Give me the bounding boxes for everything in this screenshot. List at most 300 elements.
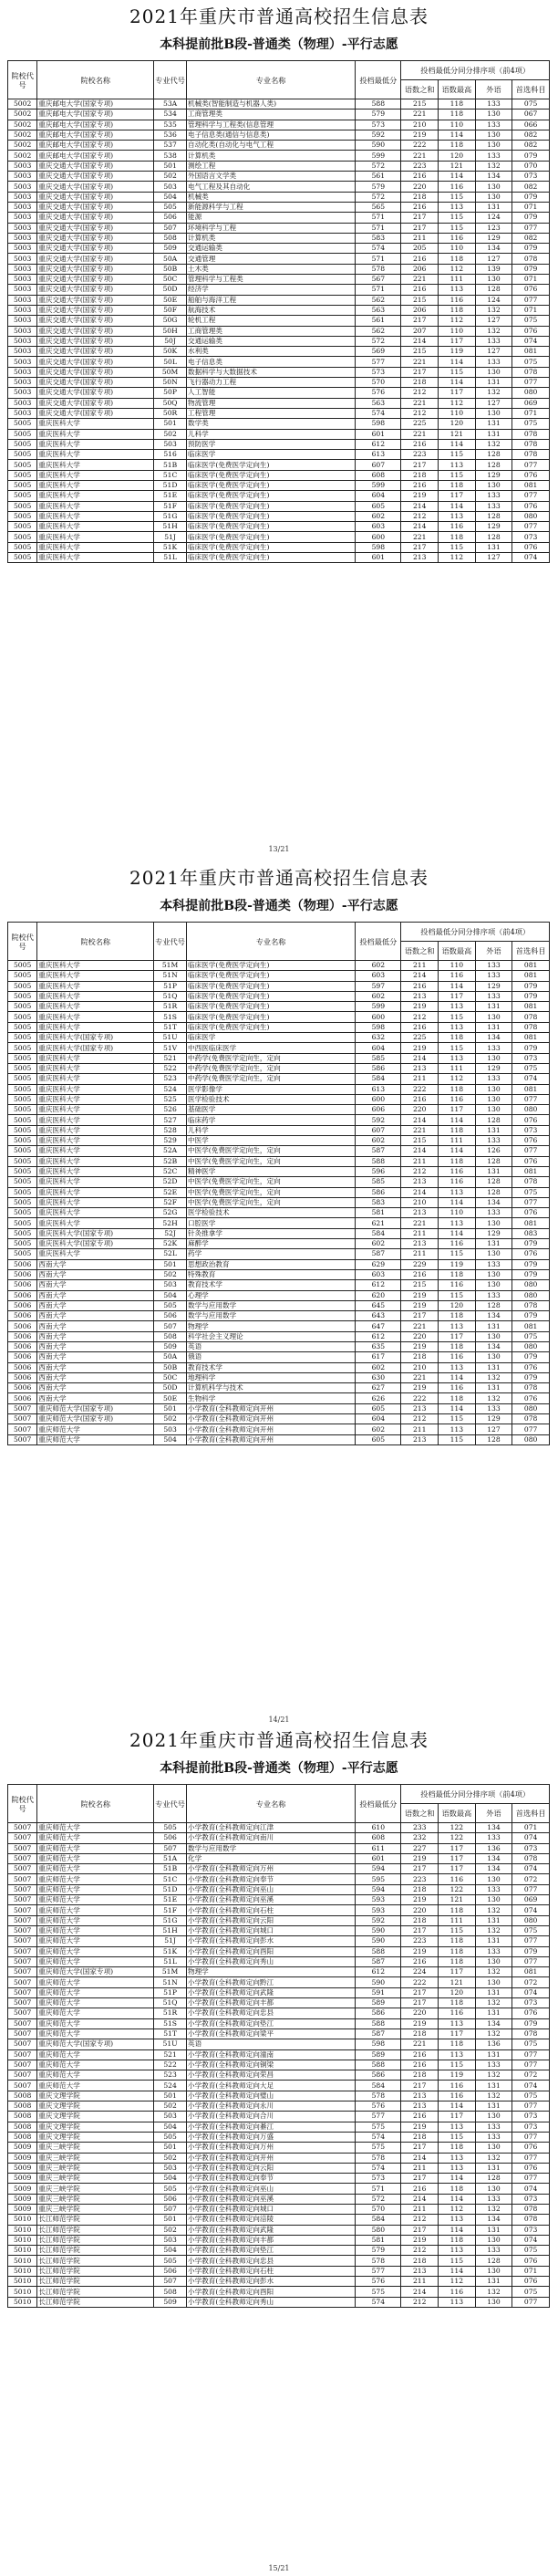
foreign-score: 130	[475, 1269, 512, 1279]
first-choice-score: 081	[512, 1033, 550, 1043]
chinese-math-max: 118	[439, 110, 476, 120]
major-code: 53A	[154, 99, 187, 110]
min-score: 588	[356, 1946, 401, 1956]
school-code: 5005	[8, 1218, 37, 1228]
school-name: 重庆医科大学	[37, 532, 154, 542]
foreign-score: 132	[475, 1372, 512, 1382]
school-name: 长江师范学院	[37, 2297, 154, 2307]
school-name: 西南大学	[37, 1280, 154, 1290]
chinese-math-sum: 215	[401, 99, 439, 110]
chinese-math-sum: 210	[401, 1197, 439, 1207]
page-number: 15/21	[268, 2564, 290, 2572]
major-code: 50F	[154, 305, 187, 315]
chinese-math-max: 119	[439, 2070, 476, 2081]
school-name: 重庆医科大学	[37, 1136, 154, 1146]
school-code: 5005	[8, 961, 37, 971]
chinese-math-sum: 213	[401, 2266, 439, 2276]
foreign-score: 129	[475, 1228, 512, 1238]
min-score: 596	[356, 1166, 401, 1176]
header-min-score: 投档最低分	[356, 61, 401, 99]
major-name: 英语	[186, 2039, 355, 2049]
first-choice-score: 079	[512, 991, 550, 1001]
chinese-math-sum: 220	[401, 2008, 439, 2018]
school-name: 重庆三峡学院	[37, 2153, 154, 2163]
chinese-math-max: 113	[439, 511, 476, 521]
school-code: 5005	[8, 1002, 37, 1012]
major-code: 504	[154, 2174, 187, 2184]
min-score: 571	[356, 254, 401, 264]
major-name: 药学	[186, 1249, 355, 1259]
first-choice-score: 080	[512, 1915, 550, 1925]
first-choice-score: 072	[512, 1874, 550, 1884]
major-code: 505	[154, 2256, 187, 2266]
chinese-math-max: 112	[439, 264, 476, 274]
foreign-score: 130	[475, 1249, 512, 1259]
major-name: 生物科学	[186, 1393, 355, 1403]
foreign-score: 131	[475, 1166, 512, 1176]
major-name: 小学教育(全科教师定向彭水	[186, 1936, 355, 1946]
table-row	[8, 2277, 550, 2287]
min-score: 598	[356, 419, 401, 429]
min-score: 626	[356, 1393, 401, 1403]
chinese-math-sum: 223	[401, 161, 439, 171]
foreign-score: 127	[475, 553, 512, 563]
foreign-score: 131	[475, 2049, 512, 2060]
chinese-math-max: 117	[439, 1843, 476, 1853]
chinese-math-max: 118	[439, 1956, 476, 1966]
school-code: 5003	[8, 347, 37, 357]
first-choice-score: 073	[512, 1998, 550, 2008]
table-row	[8, 2143, 550, 2153]
school-name: 重庆医科大学	[37, 460, 154, 470]
admission-table	[7, 922, 550, 1445]
major-name: 中医学(免费医学定向生，定向	[186, 1197, 355, 1207]
chinese-math-max: 114	[439, 2101, 476, 2112]
major-code: 524	[154, 2081, 187, 2091]
major-code: 507	[154, 223, 187, 233]
table-row	[8, 1424, 550, 1434]
foreign-score: 132	[475, 1967, 512, 1977]
table-row	[8, 1987, 550, 1997]
major-code: 51J	[154, 1936, 187, 1946]
school-name: 重庆师范大学	[37, 1823, 154, 1833]
chinese-math-sum: 216	[401, 2049, 439, 2060]
chinese-math-sum: 214	[401, 2153, 439, 2163]
chinese-math-max: 116	[439, 2081, 476, 2091]
major-name: 临床医学(免费医学定向生)	[186, 491, 355, 501]
chinese-math-sum: 206	[401, 264, 439, 274]
school-name: 重庆医科大学	[37, 480, 154, 490]
major-code: 507	[154, 1843, 187, 1853]
chinese-math-max: 113	[439, 1022, 476, 1032]
school-code: 5007	[8, 1864, 37, 1874]
chinese-math-max: 118	[439, 1905, 476, 1915]
first-choice-score: 075	[512, 1187, 550, 1197]
school-name: 西南大学	[37, 1372, 154, 1382]
table-row	[8, 2256, 550, 2266]
major-code: 502	[154, 2101, 187, 2112]
major-name: 小学教育(全科教师定向万州	[186, 1864, 355, 1874]
min-score: 629	[356, 1259, 401, 1269]
major-code: 502	[154, 1269, 187, 1279]
first-choice-score: 075	[512, 1063, 550, 1073]
major-code: 526	[154, 1105, 187, 1115]
major-code: 501	[154, 161, 187, 171]
chinese-math-sum: 217	[401, 460, 439, 470]
min-score: 602	[356, 511, 401, 521]
chinese-math-sum: 218	[401, 1915, 439, 1925]
school-name: 重庆交通大学(国家专项)	[37, 182, 154, 192]
school-code: 5009	[8, 2194, 37, 2204]
first-choice-score: 074	[512, 1833, 550, 1843]
chinese-math-sum: 219	[401, 2122, 439, 2132]
table-row	[8, 1063, 550, 1073]
first-choice-score: 081	[512, 1218, 550, 1228]
foreign-score: 131	[475, 2225, 512, 2235]
chinese-math-max: 115	[439, 542, 476, 552]
chinese-math-max: 116	[439, 1239, 476, 1249]
school-name: 长江师范学院	[37, 2256, 154, 2266]
major-name: 小学教育(全科教师定向奉节	[186, 2174, 355, 2184]
min-score: 610	[356, 1823, 401, 1833]
school-name: 西南大学	[37, 1352, 154, 1362]
min-score: 613	[356, 450, 401, 460]
major-name: 数学与应用数学	[186, 1300, 355, 1310]
school-name: 重庆医科大学	[37, 1125, 154, 1135]
major-code: 509	[154, 2297, 187, 2307]
first-choice-score: 076	[512, 1208, 550, 1218]
major-name: 临床医学(免费医学定向生)	[186, 522, 355, 532]
first-choice-score: 078	[512, 450, 550, 460]
foreign-score: 131	[475, 378, 512, 388]
school-name: 重庆医科大学	[37, 553, 154, 563]
major-code: 51D	[154, 480, 187, 490]
major-name: 小学教育(全科教师定向巫山	[186, 2184, 355, 2194]
table-row	[8, 1136, 550, 1146]
foreign-score: 128	[475, 2174, 512, 2184]
foreign-score: 127	[475, 398, 512, 408]
first-choice-score: 076	[512, 470, 550, 480]
chinese-math-max: 117	[439, 1967, 476, 1977]
major-name: 小学教育(全科教师定向万州	[186, 2143, 355, 2153]
school-code: 5007	[8, 1424, 37, 1434]
chinese-math-sum: 216	[401, 202, 439, 212]
major-code: 50D	[154, 285, 187, 295]
first-choice-score: 075	[512, 1331, 550, 1341]
chinese-math-sum: 211	[401, 1424, 439, 1434]
major-code: 506	[154, 2194, 187, 2204]
major-name: 物理学	[186, 1967, 355, 1977]
min-score: 562	[356, 326, 401, 336]
table-row	[8, 336, 550, 346]
school-name: 重庆三峡学院	[37, 2143, 154, 2153]
table-row	[8, 1146, 550, 1156]
major-name: 麻醉学	[186, 1239, 355, 1249]
table-row	[8, 2174, 550, 2184]
first-choice-score: 074	[512, 553, 550, 563]
major-name: 工商管理类	[186, 326, 355, 336]
school-name: 重庆文理学院	[37, 2112, 154, 2122]
chinese-math-sum: 213	[401, 1063, 439, 1073]
major-code: 50Q	[154, 398, 187, 408]
min-score: 586	[356, 2008, 401, 2018]
chinese-math-max: 118	[439, 1269, 476, 1279]
table-row	[8, 1362, 550, 1372]
table-row	[8, 511, 550, 521]
chinese-math-max: 113	[439, 2122, 476, 2132]
chinese-math-max: 117	[439, 1853, 476, 1863]
school-name: 重庆三峡学院	[37, 2163, 154, 2173]
school-code: 5010	[8, 2256, 37, 2266]
chinese-math-max: 116	[439, 1280, 476, 1290]
school-code: 5009	[8, 2204, 37, 2214]
table-row	[8, 408, 550, 418]
chinese-math-max: 117	[439, 491, 476, 501]
major-name: 飞行器动力工程	[186, 378, 355, 388]
chinese-math-sum: 216	[401, 439, 439, 449]
chinese-math-max: 113	[439, 2246, 476, 2256]
header-chinese-math: 语数之和	[401, 1804, 439, 1823]
major-code: 50M	[154, 367, 187, 377]
chinese-math-max: 114	[439, 981, 476, 991]
first-choice-score: 074	[512, 336, 550, 346]
min-score: 561	[356, 172, 401, 182]
chinese-math-sum: 212	[401, 388, 439, 398]
chinese-math-sum: 219	[401, 491, 439, 501]
school-name: 重庆医科大学	[37, 1063, 154, 1073]
major-name: 俄语	[186, 1352, 355, 1362]
school-name: 重庆师范大学(国家专项)	[37, 1967, 154, 1977]
school-name: 重庆师范大学	[37, 1434, 154, 1444]
school-name: 重庆师范大学	[37, 2028, 154, 2039]
table-row	[8, 1946, 550, 1956]
first-choice-score: 077	[512, 1424, 550, 1434]
first-choice-score: 078	[512, 439, 550, 449]
school-name: 重庆医科大学	[37, 491, 154, 501]
school-code: 5008	[8, 2132, 37, 2142]
first-choice-score: 077	[512, 1956, 550, 1966]
foreign-score: 130	[475, 141, 512, 151]
major-name: 教育技术学	[186, 1362, 355, 1372]
foreign-score: 131	[475, 2008, 512, 2018]
min-score: 588	[356, 1156, 401, 1166]
foreign-score: 129	[475, 981, 512, 991]
first-choice-score: 075	[512, 2039, 550, 2049]
first-choice-score: 079	[512, 192, 550, 202]
min-score: 621	[356, 1218, 401, 1228]
school-code: 5010	[8, 2297, 37, 2307]
major-code: 51K	[154, 542, 187, 552]
school-code: 5003	[8, 357, 37, 367]
major-code: 51T	[154, 2028, 187, 2039]
first-choice-score: 080	[512, 1403, 550, 1413]
foreign-score: 131	[475, 419, 512, 429]
major-name: 小学教育(全科教师定向潼南	[186, 2049, 355, 2060]
chinese-math-sum: 219	[401, 1853, 439, 1863]
table-row	[8, 1125, 550, 1135]
chinese-math-sum: 211	[401, 1228, 439, 1238]
min-score: 601	[356, 429, 401, 439]
major-name: 小学教育(全科教师定向丰都	[186, 2235, 355, 2245]
chinese-math-sum: 218	[401, 1352, 439, 1362]
major-code: 51J	[154, 532, 187, 542]
school-name: 重庆医科大学	[37, 1012, 154, 1022]
table-row	[8, 1393, 550, 1403]
school-name: 重庆医科大学	[37, 981, 154, 991]
min-score: 578	[356, 264, 401, 274]
major-name: 数学与应用数学	[186, 1311, 355, 1321]
chinese-math-max: 118	[439, 141, 476, 151]
major-name: 小学教育(全科教师定向城口	[186, 2204, 355, 2214]
foreign-score: 133	[475, 1259, 512, 1269]
min-score: 601	[356, 1853, 401, 1863]
school-code: 5005	[8, 511, 37, 521]
min-score: 572	[356, 2194, 401, 2204]
first-choice-score: 079	[512, 1269, 550, 1279]
major-code: 523	[154, 1074, 187, 1084]
major-name: 新能源科学与工程	[186, 202, 355, 212]
school-name: 重庆师范大学	[37, 1915, 154, 1925]
min-score: 570	[356, 378, 401, 388]
foreign-score: 133	[475, 357, 512, 367]
school-code: 5007	[8, 1936, 37, 1946]
foreign-score: 133	[475, 1884, 512, 1894]
min-score: 643	[356, 1311, 401, 1321]
table-row	[8, 1915, 550, 1925]
chinese-math-sum: 219	[401, 1043, 439, 1053]
min-score: 635	[356, 1341, 401, 1351]
school-name: 重庆医科大学	[37, 1094, 154, 1104]
first-choice-score: 078	[512, 1383, 550, 1393]
chinese-math-sum: 216	[401, 1269, 439, 1279]
first-choice-score: 077	[512, 2153, 550, 2163]
chinese-math-sum: 210	[401, 120, 439, 130]
first-choice-score: 080	[512, 1434, 550, 1444]
table-row	[8, 2039, 550, 2049]
first-choice-score: 075	[512, 2246, 550, 2256]
school-code: 5005	[8, 1084, 37, 1094]
table-row	[8, 1033, 550, 1043]
school-name: 重庆文理学院	[37, 2132, 154, 2142]
school-code: 5007	[8, 2049, 37, 2060]
major-name: 小学教育(全科教师定向奉节	[186, 1874, 355, 1884]
chinese-math-sum: 217	[401, 1998, 439, 2008]
first-choice-score: 079	[512, 1946, 550, 1956]
table-row	[8, 2101, 550, 2112]
min-score: 577	[356, 2112, 401, 2122]
chinese-math-sum: 223	[401, 450, 439, 460]
first-choice-score: 073	[512, 1125, 550, 1135]
school-name: 重庆邮电大学(国家专项)	[37, 110, 154, 120]
major-name: 口腔医学	[186, 1218, 355, 1228]
min-score: 593	[356, 1895, 401, 1905]
major-code: 501	[154, 2215, 187, 2225]
school-name: 重庆医科大学	[37, 501, 154, 511]
chinese-math-max: 113	[439, 285, 476, 295]
foreign-score: 127	[475, 254, 512, 264]
school-name: 重庆交通大学(国家专项)	[37, 202, 154, 212]
chinese-math-max: 115	[439, 192, 476, 202]
chinese-math-max: 118	[439, 99, 476, 110]
first-choice-score: 081	[512, 347, 550, 357]
major-name: 机械类(智能制造与机器人类)	[186, 99, 355, 110]
foreign-score: 128	[475, 1177, 512, 1187]
min-score: 645	[356, 1300, 401, 1310]
min-score: 590	[356, 1936, 401, 1946]
min-score: 594	[356, 1864, 401, 1874]
major-name: 航海技术	[186, 305, 355, 315]
major-name: 小学教育(全科教师定向石柱	[186, 2266, 355, 2276]
chinese-math-sum: 216	[401, 1956, 439, 1966]
table-row	[8, 1218, 550, 1228]
first-choice-score: 066	[512, 120, 550, 130]
table-row	[8, 378, 550, 388]
major-code: 51E	[154, 1895, 187, 1905]
school-name: 重庆交通大学(国家专项)	[37, 408, 154, 418]
school-code: 5010	[8, 2215, 37, 2225]
major-name: 中医学(免费医学定向生，定向	[186, 1187, 355, 1197]
min-score: 579	[356, 110, 401, 120]
chinese-math-sum: 206	[401, 305, 439, 315]
min-score: 604	[356, 1414, 401, 1424]
min-score: 605	[356, 1434, 401, 1444]
school-code: 5003	[8, 367, 37, 377]
school-code: 5005	[8, 1239, 37, 1249]
major-code: 51F	[154, 501, 187, 511]
chinese-math-sum: 214	[401, 1187, 439, 1197]
min-score: 604	[356, 491, 401, 501]
first-choice-score: 073	[512, 532, 550, 542]
table-row	[8, 2081, 550, 2091]
table-row	[8, 501, 550, 511]
chinese-math-sum: 217	[401, 1987, 439, 1997]
foreign-score: 123	[475, 223, 512, 233]
chinese-math-max: 116	[439, 1383, 476, 1393]
first-choice-score: 078	[512, 254, 550, 264]
school-name: 重庆三峡学院	[37, 2194, 154, 2204]
foreign-score: 131	[475, 2163, 512, 2173]
first-choice-score: 071	[512, 305, 550, 315]
school-code: 5006	[8, 1321, 37, 1331]
chinese-math-sum: 207	[401, 326, 439, 336]
foreign-score: 129	[475, 470, 512, 480]
min-score: 592	[356, 1115, 401, 1125]
table-row	[8, 1187, 550, 1197]
first-choice-score: 082	[512, 182, 550, 192]
school-code: 5007	[8, 1874, 37, 1884]
major-code: 50K	[154, 347, 187, 357]
chinese-math-max: 113	[439, 1002, 476, 1012]
table-row	[8, 1269, 550, 1279]
foreign-score: 136	[475, 2039, 512, 2049]
table-row	[8, 1956, 550, 1966]
major-code: 504	[154, 2122, 187, 2132]
first-choice-score: 076	[512, 1249, 550, 1259]
major-code: 51U	[154, 1033, 187, 1043]
major-code: 522	[154, 2060, 187, 2070]
min-score: 580	[356, 2225, 401, 2235]
chinese-math-sum: 221	[401, 1321, 439, 1331]
major-code: 52K	[154, 1239, 187, 1249]
major-name: 教育技术学	[186, 1280, 355, 1290]
school-code: 5007	[8, 1977, 37, 1987]
first-choice-score: 077	[512, 1197, 550, 1207]
first-choice-score: 076	[512, 1156, 550, 1166]
school-code: 5005	[8, 429, 37, 439]
first-choice-score: 076	[512, 501, 550, 511]
school-name: 重庆医科大学	[37, 1208, 154, 1218]
foreign-score: 130	[475, 182, 512, 192]
